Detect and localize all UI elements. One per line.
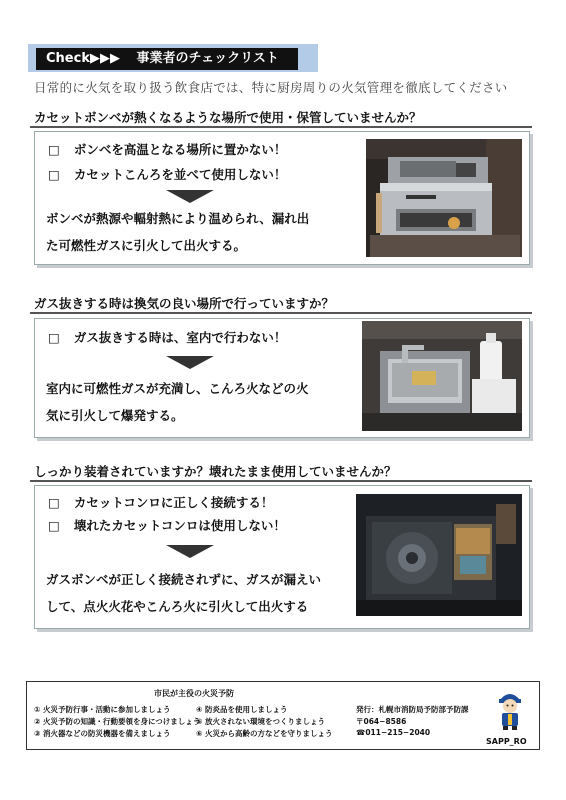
section-1-rule	[30, 126, 532, 128]
down-arrow-icon	[166, 190, 214, 203]
footer-item-6: ⑥ 火災から高齢の方などを守りましょう	[196, 729, 333, 738]
section-2-result: 室内に可燃性ガスが充満し、こんろ火などの火 気に引火して爆発する。	[46, 381, 309, 423]
section-1-result: ボンベが熱源や輻射熱により温められ、漏れ出 た可燃性ガスに引火して出火する。	[46, 211, 310, 253]
intro-text: 日常的に火気を取り扱う飲食店では、特に厨房周りの火気管理を徹底してください	[34, 80, 508, 95]
burnt-stove-photo	[356, 494, 522, 616]
footer-phone: ☎011−215−2040	[356, 728, 431, 737]
section-1-check-1: □ ボンベを高温となる場所に置かない！	[48, 142, 287, 157]
firefighter-mascot-icon	[492, 686, 528, 730]
section-1-check-2: □ カセットこんろを並べて使用しない！	[48, 167, 287, 182]
section-3-rule	[30, 480, 532, 482]
header-banner	[36, 48, 298, 70]
section-3-question: しっかり装着されていますか？壊れたまま使用していませんか？	[34, 464, 397, 479]
footer-postal: 〒064−8586	[356, 717, 407, 726]
checkbox-icon: □	[48, 142, 60, 157]
footer-item-5: ⑤ 放火されない環境をつくりましょう	[196, 717, 325, 726]
section-2-question: ガス抜きする時は換気の良い場所で行っていますか？	[34, 296, 335, 311]
checkbox-icon: □	[48, 518, 60, 533]
checkbox-icon: □	[48, 167, 60, 182]
mascot-label: SAPP_RO	[486, 737, 527, 746]
section-3-result: ガスボンベが正しく接続されずに、ガスが漏えい して、点火火花やこんろ火に引火して出火する	[46, 572, 322, 614]
footer-item-4: ④ 防炎品を使用しましょう	[196, 705, 288, 714]
checkbox-icon: □	[48, 495, 60, 510]
check-label: Check▶▶▶	[46, 51, 120, 66]
section-3-check-2: □ 壊れたカセットコンロは使用しない！	[48, 518, 286, 533]
section-2-rule	[30, 312, 532, 314]
section-3-check-1: □ カセットコンロに正しく接続する！	[48, 495, 274, 510]
footer-item-2: ② 火災予防の知識・行動要領を身につけましょう	[34, 717, 201, 726]
grill-photo	[366, 139, 522, 257]
section-1-question: カセットボンベが熱くなるような場所で使用・保管していませんか？	[34, 110, 422, 125]
page-title: 事業者のチェックリスト	[136, 51, 279, 66]
footer-issuer: 発行：札幌市消防局予防部予防課	[356, 705, 469, 714]
down-arrow-icon	[166, 356, 214, 369]
down-arrow-icon	[166, 545, 214, 558]
footer-title: 市民が主役の火災予防	[154, 689, 234, 698]
footer-item-1: ① 火災予防行事・活動に参加しましょう	[34, 705, 171, 714]
sink-photo	[362, 321, 522, 431]
checkbox-icon: □	[48, 330, 60, 345]
footer-item-3: ③ 消火器などの防災機器を備えましょう	[34, 729, 171, 738]
section-2-check-1: □ ガス抜きする時は、室内で行わない！	[48, 330, 287, 345]
